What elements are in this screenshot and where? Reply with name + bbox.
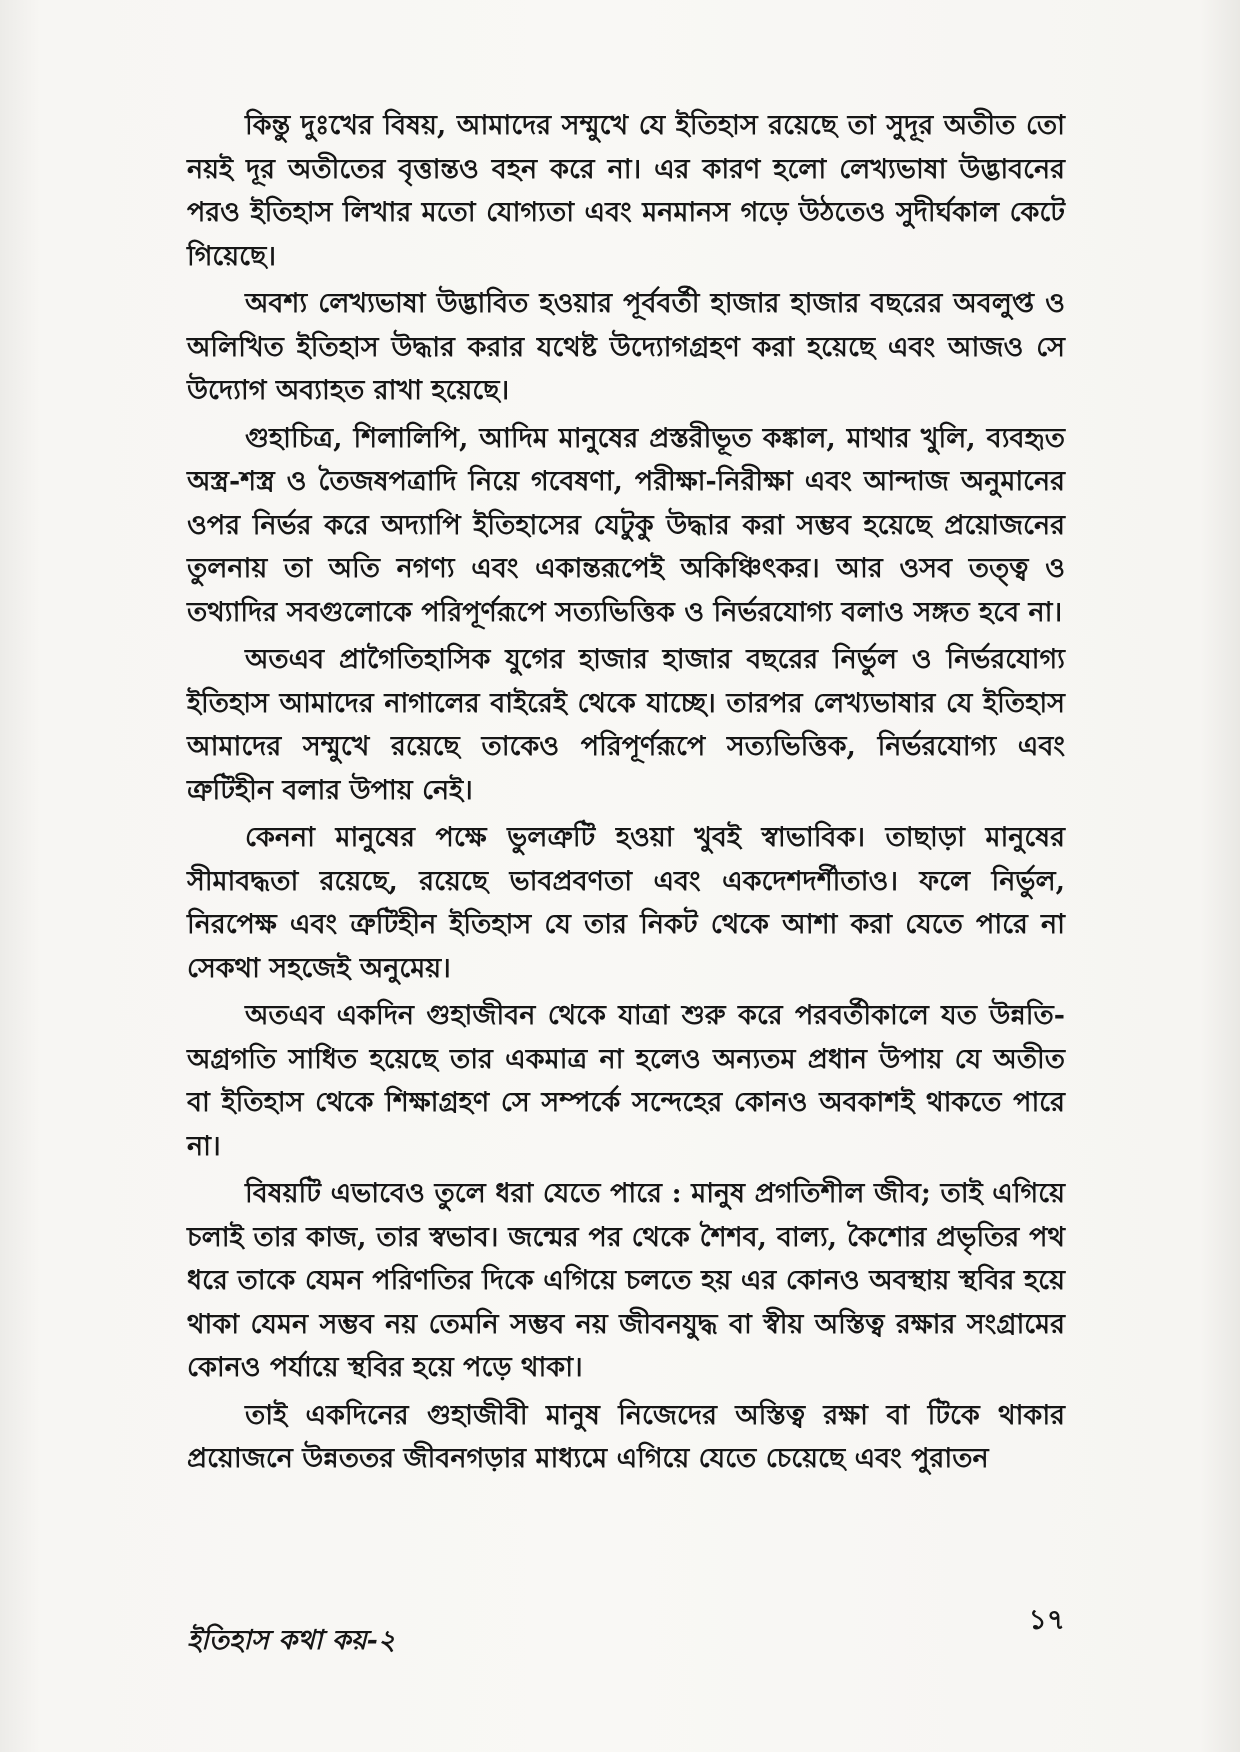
running-footer-title: ইতিহাস কথা কয়-২ <box>187 1625 396 1656</box>
paragraph-5: কেননা মানুষের পক্ষে ভুলত্রুটি হওয়া খুবই স্বাভাবিক। তাছাড়া মানুষের সীমাবদ্ধতা রয়েছে, রয়েছে ভাবপ্রবণতা এবং একদেশদর্শীতাও। ফলে নির্ভুল, নিরপেক্ষ এবং ত্রুটিহীন ইতিহাস যে তার নিকট থেকে আশা করা যেতে পারে না সেকথা সহজেই অনুমেয়। <box>187 822 1065 984</box>
paragraph-1: কিন্তু দুঃখের বিষয়, আমাদের সম্মুখে যে ইতিহাস রয়েছে তা সুদূর অতীত তো নয়ই দূর অতীতের বৃত্তান্তও বহন করে না। এর কারণ হলো লেখ্যভাষা উদ্ভাবনের পরও ইতিহাস লিখার মতো যোগ্যতা এবং মনমানস গড়ে উঠতেও সুদীর্ঘকাল কেটে গিয়েছে। <box>187 110 1065 272</box>
paragraph-3: গুহাচিত্র, শিলালিপি, আদিম মানুষের প্রস্তরীভূত কঙ্কাল, মাথার খুলি, ব্যবহৃত অস্ত্র-শস্ত্র ও তৈজষপত্রাদি নিয়ে গবেষণা, পরীক্ষা-নিরীক্ষা এবং আন্দাজ অনুমানের ওপর নির্ভর করে অদ্যাপি ইতিহাসের যেটুকু উদ্ধার করা সম্ভব হয়েছে প্রয়োজনের তুলনায় তা অতি নগণ্য এবং একান্তরূপেই অকিঞ্চিৎকর। আর ওসব তত্ত্ব ও তথ্যাদির সবগুলোকে পরিপূর্ণরূপে সত্যভিত্তিক ও নির্ভরযোগ্য বলাও সঙ্গত হবে না। <box>187 422 1065 628</box>
paragraph-4: অতএব প্রাগৈতিহাসিক যুগের হাজার হাজার বছরের নির্ভুল ও নির্ভরযোগ্য ইতিহাস আমাদের নাগালের বাইরেই থেকে যাচ্ছে। তারপর লেখ্যভাষার যে ইতিহাস আমাদের সম্মুখে রয়েছে তাকেও পরিপূর্ণরূপে সত্যভিত্তিক, নির্ভরযোগ্য এবং ত্রুটিহীন বলার উপায় নেই। <box>187 644 1065 806</box>
paragraph-6: অতএব একদিন গুহাজীবন থেকে যাত্রা শুরু করে পরবর্তীকালে যত উন্নতি-অগ্রগতি সাধিত হয়েছে তার একমাত্র না হলেও অন্যতম প্রধান উপায় যে অতীত বা ইতিহাস থেকে শিক্ষাগ্রহণ সে সম্পর্কে সন্দেহের কোনও অবকাশই থাকতে পারে না। <box>187 1000 1065 1162</box>
paragraph-2: অবশ্য লেখ্যভাষা উদ্ভাবিত হওয়ার পূর্ববর্তী হাজার হাজার বছরের অবলুপ্ত ও অলিখিত ইতিহাস উদ্ধার করার যথেষ্ট উদ্যোগগ্রহণ করা হয়েছে এবং আজও সে উদ্যোগ অব্যাহত রাখা হয়েছে। <box>187 288 1065 406</box>
body-text <box>187 104 1065 1485</box>
paragraph-8: তাই একদিনের গুহাজীবী মানুষ নিজেদের অস্তিত্ব রক্ষা বা টিকে থাকার প্রয়োজনে উন্নততর জীবনগড়ার মাধ্যমে এগিয়ে যেতে চেয়েছে এবং পুরাতন <box>187 1399 1065 1474</box>
paragraph-7: বিষয়টি এভাবেও তুলে ধরা যেতে পারে : মানুষ প্রগতিশীল জীব; তাই এগিয়ে চলাই তার কাজ, তার স্বভাব। জন্মের পর থেকে শৈশব, বাল্য, কৈশোর প্রভৃতির পথ ধরে তাকে যেমন পরিণতির দিকে এগিয়ে চলতে হয় এর কোনও অবস্থায় স্থবির হয়ে থাকা যেমন সম্ভব নয় তেমনি সম্ভব নয় জীবনযুদ্ধ বা স্বীয় অস্তিত্ব রক্ষার সংগ্রামের কোনও পর্যায়ে স্থবির হয়ে পড়ে থাকা। <box>187 1178 1065 1383</box>
page-number: ১৭ <box>1028 1603 1065 1636</box>
